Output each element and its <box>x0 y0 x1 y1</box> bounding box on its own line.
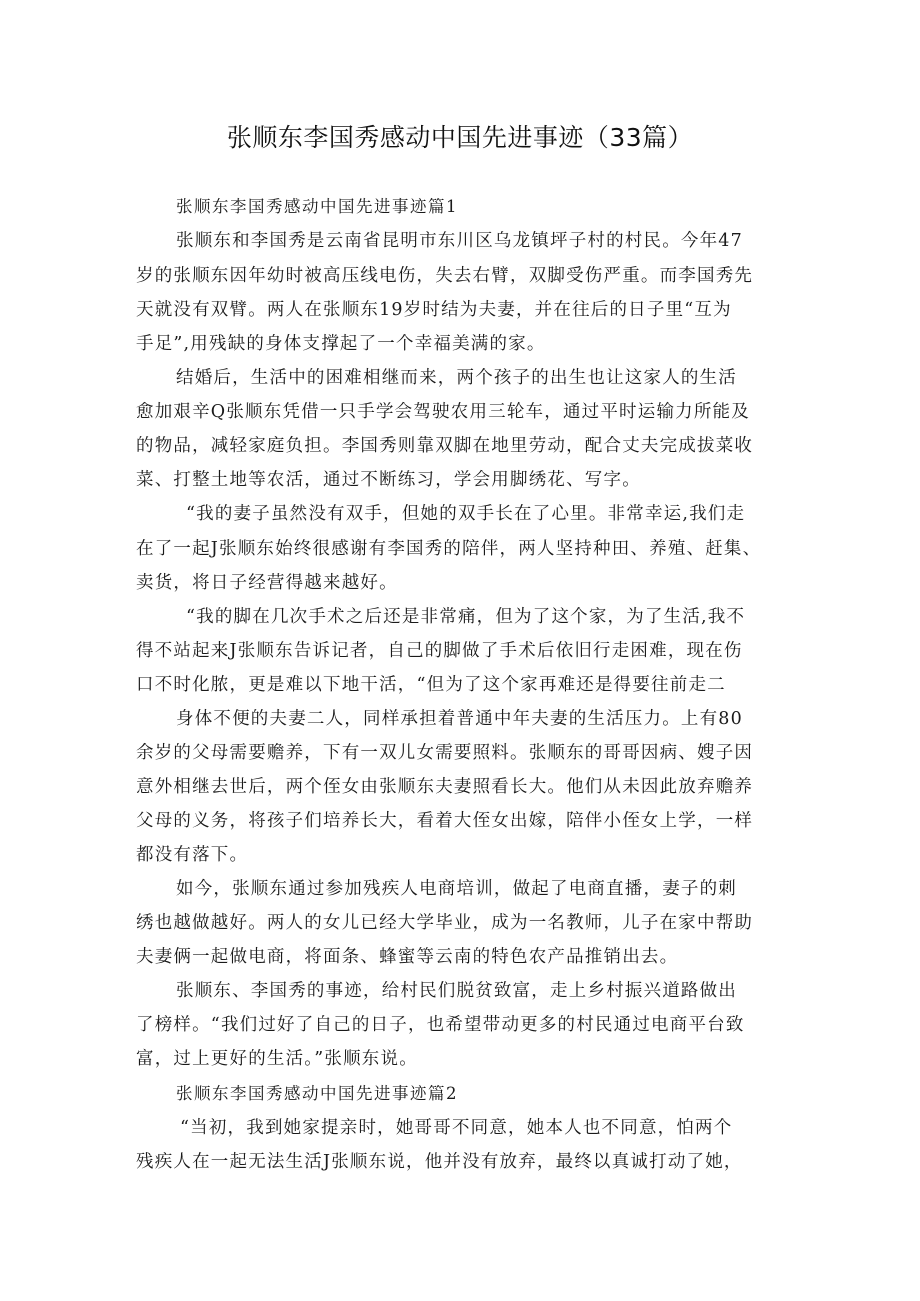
paragraph-line: 了榜样。“我们过好了自己的日子，也希望带动更多的村民通过电商平台致 <box>136 1015 745 1035</box>
paragraph-line: 愈加艰辛Q张顺东凭借一只手学会驾驶农用三轮车，通过平时运输力所能及 <box>136 402 750 422</box>
paragraph-line: 结婚后，生活中的困难相继而来，两个孩子的出生也让这家人的生活 <box>176 368 737 388</box>
paragraph-line: 手足”,用残缺的身体支撑起了一个幸福美满的家。 <box>136 334 546 354</box>
paragraph-line: 张顺东、李国秀的事迹，给村民们脱贫致富，走上乡村振兴道路做出 <box>176 981 737 1001</box>
paragraph-line: 夫妻俩一起做电商，将面条、蜂蜜等云南的特色农产品推销出去。 <box>136 947 679 967</box>
paragraph-line: 余岁的父母需要赡养，下有一双儿女需要照料。张顺东的哥哥因病、嫂子因 <box>136 743 754 763</box>
section-heading: 张顺东李国秀感动中国先进事迹篇2 <box>176 1084 458 1103</box>
paragraph-line: 卖货，将日子经营得越来越好。 <box>136 573 398 593</box>
paragraph-line: 残疾人在一起无法生活J张顺东说，他并没有放弃，最终以真诚打动了她， <box>136 1152 743 1172</box>
paragraph-line: “我的脚在几次手术之后还是非常痛，但为了这个家，为了生活,我不 <box>186 607 746 627</box>
paragraph-line: 的物品，减轻家庭负担。李国秀则靠双脚在地里劳动，配合丈夫完成拔菜收 <box>136 436 754 456</box>
paragraph-line: 身体不便的夫妻二人，同样承担着普通中年夫妻的生活压力。上有80 <box>176 709 743 729</box>
paragraph-line: 口不时化脓，更是难以下地干活，“但为了这个家再难还是得要往前走二 <box>136 675 726 695</box>
paragraph-line: 父母的义务，将孩子们培养长大，看着大侄女出嫁，陪伴小侄女上学，一样 <box>136 811 754 831</box>
paragraph-line: “当初，我到她家提亲时，她哥哥不同意，她本人也不同意，怕两个 <box>180 1118 733 1138</box>
paragraph-line: 得不站起来J张顺东告诉记者，自己的脚做了手术后依旧行走困难，现在伤 <box>136 641 743 661</box>
paragraph-line: 都没有落下。 <box>136 845 249 865</box>
paragraph-line: 如今，张顺东通过参加残疾人电商培训，做起了电商直播，妻子的刺 <box>176 879 737 899</box>
paragraph-line: 意外相继去世后，两个侄女由张顺东夫妻照看长大。他们从未因此放弃赡养 <box>136 777 754 797</box>
paragraph-line: “我的妻子虽然没有双手，但她的双手长在了心里。非常幸运,我们走 <box>186 504 746 524</box>
document-title: 张顺东李国秀感动中国先进事迹（33篇） <box>226 123 694 152</box>
paragraph-line: 富，过上更好的生活。”张顺东说。 <box>136 1049 418 1069</box>
paragraph-line: 天就没有双臂。两人在张顺东19岁时结为夫妻，并在往后的日子里“互为 <box>136 300 732 320</box>
paragraph-line: 岁的张顺东因年幼时被高压线电伤，失去右臂，双脚受伤严重。而李国秀先 <box>136 266 754 286</box>
paragraph-line: 绣也越做越好。两人的女儿已经大学毕业，成为一名教师，儿子在家中帮助 <box>136 913 754 933</box>
section-heading: 张顺东李国秀感动中国先进事迹篇1 <box>176 197 458 216</box>
paragraph-line: 张顺东和李国秀是云南省昆明市东川区乌龙镇坪子村的村民。今年47 <box>176 231 743 251</box>
paragraph-line: 在了一起J张顺东始终很感谢有李国秀的陪伴，两人坚持种田、养殖、赶集、 <box>136 539 762 559</box>
paragraph-line: 菜、打整土地等农活，通过不断练习，学会用脚绣花、写字。 <box>136 470 641 490</box>
